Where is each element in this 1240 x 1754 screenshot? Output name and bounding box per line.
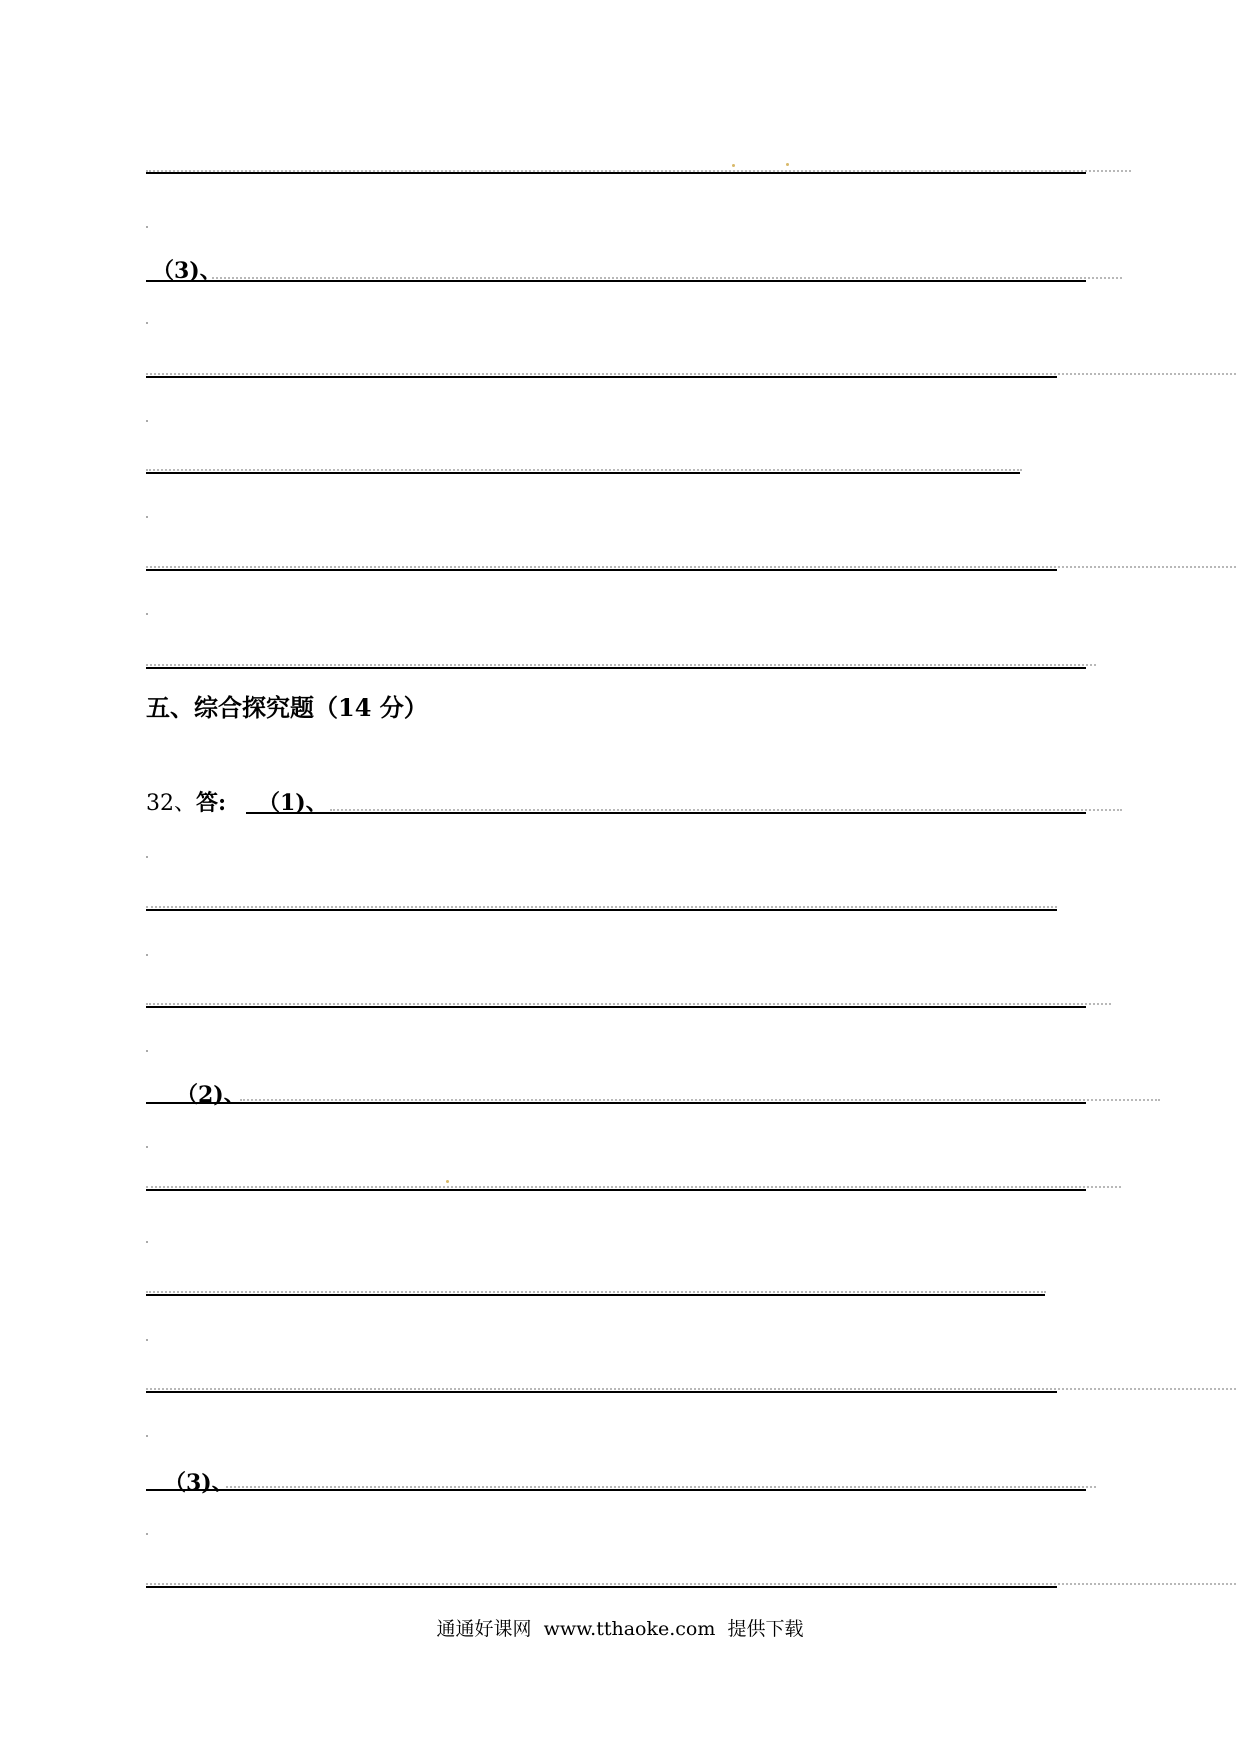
paragraph-mark <box>146 1339 148 1341</box>
paragraph-mark <box>146 1533 148 1535</box>
answer-line <box>146 1294 1045 1296</box>
footer-download-note: 通通好课网 www.tthaoke.com 提供下载 <box>436 1618 804 1640</box>
guide-dotted-line <box>226 1486 1096 1488</box>
guide-dotted-line <box>146 1003 1111 1005</box>
paragraph-mark <box>146 322 148 324</box>
guide-dotted-line <box>146 1388 1236 1390</box>
answer-line <box>146 1489 1086 1491</box>
guide-dotted-line <box>240 1099 1160 1101</box>
paragraph-mark <box>146 613 148 615</box>
guide-dotted-line <box>146 906 1057 908</box>
guide-dotted-line <box>146 1291 1046 1293</box>
paragraph-mark <box>146 1050 148 1052</box>
answer-line <box>146 1006 1086 1008</box>
answer-line <box>146 667 1086 669</box>
paragraph-mark <box>146 1435 148 1437</box>
guide-dotted-line <box>146 1583 1236 1585</box>
scan-speck <box>786 163 789 166</box>
paragraph-mark <box>146 516 148 518</box>
answer-line <box>246 812 1086 814</box>
paragraph-mark <box>146 226 148 228</box>
q32-part3-label: （3)、 <box>164 1470 234 1496</box>
q32-part1-label: （1)、 <box>258 790 328 816</box>
guide-dotted-line <box>146 566 1236 568</box>
guide-dotted-line <box>146 469 1022 471</box>
answer-line <box>146 376 1057 378</box>
answer-word: 答: <box>196 790 227 816</box>
paragraph-mark <box>146 1146 148 1148</box>
answer-line <box>146 472 1020 474</box>
guide-dotted-line <box>146 373 1236 375</box>
question-32-header <box>146 786 226 817</box>
paragraph-mark <box>146 1241 148 1243</box>
answer-line <box>146 1102 1086 1104</box>
q32-part2-label: （2)、 <box>176 1082 246 1108</box>
question-number: 32、 <box>146 791 196 816</box>
paragraph-mark <box>146 420 148 422</box>
answer-line <box>146 172 1086 174</box>
q31-part3-label: （3)、 <box>152 258 222 284</box>
answer-line <box>146 280 1086 282</box>
guide-dotted-line <box>146 664 1096 666</box>
answer-line <box>146 1586 1057 1588</box>
guide-dotted-line <box>146 1186 1121 1188</box>
answer-line <box>146 1391 1057 1393</box>
scan-speck <box>732 164 735 167</box>
guide-dotted-line <box>330 809 1122 811</box>
paragraph-mark <box>146 954 148 956</box>
answer-line <box>146 909 1057 911</box>
answer-line <box>146 569 1057 571</box>
guide-dotted-line <box>212 277 1122 279</box>
paragraph-mark <box>146 856 148 858</box>
scan-speck <box>446 1180 449 1183</box>
answer-line <box>146 1189 1086 1191</box>
section-heading: 五、综合探究题（14 分） <box>146 693 428 722</box>
